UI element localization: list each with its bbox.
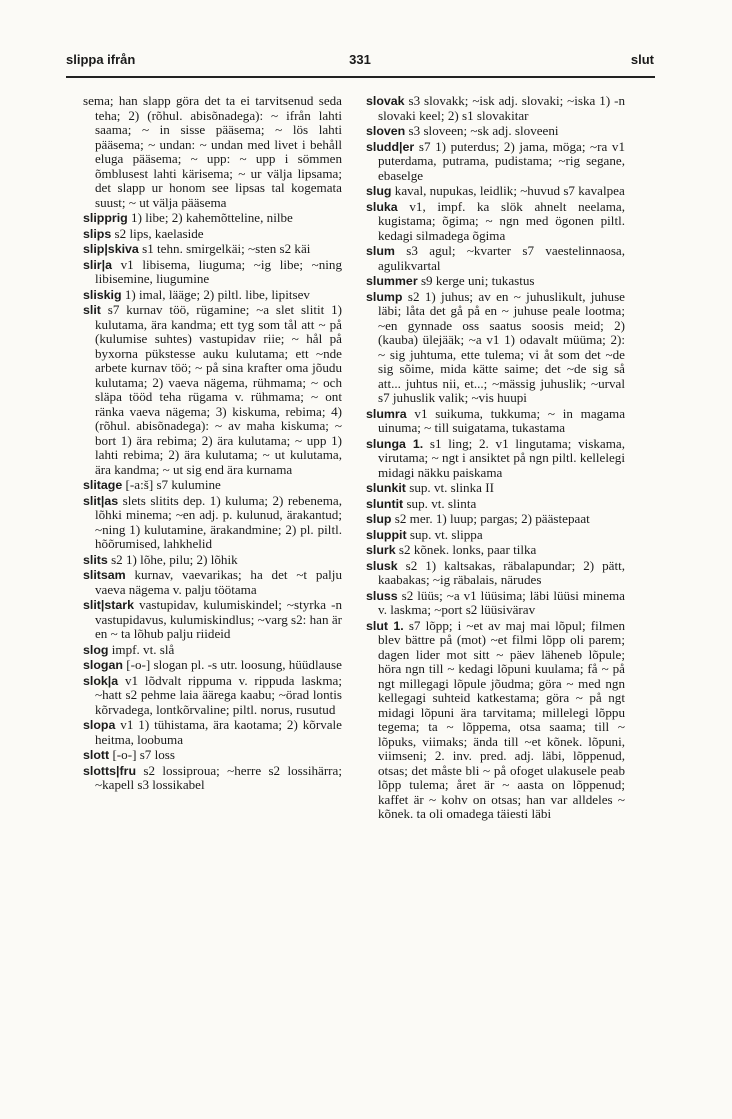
entry-definition: v1 suikuma, tukkuma; ~ in magama uinuma; ~ till suigatama, tukastama bbox=[378, 405, 625, 435]
entry-definition: s2 1) juhus; av en ~ juhuslikult, juhuse läbi; låta det gå på en ~ juhuse peale lootma; ~en gynnade oss saatus soosis meid; 2) (kauba) ülejääk; ~a v1 1) odavalt müüma; 2): ~ sig juhtuma, ette tulema; vi åt som det ~de sig sõime, mida kätte saime; det ~de sig så att... juhtus nii, et...; ~mässig juhuslik; ~urval s7 juhuslik valik; ~vis huupi bbox=[378, 288, 625, 405]
dictionary-entry bbox=[83, 748, 342, 763]
dictionary-entry bbox=[83, 478, 342, 493]
dictionary-entry bbox=[366, 497, 625, 512]
dictionary-entry bbox=[366, 290, 625, 406]
entry-definition: s7 1) puterdus; 2) jama, möga; ~ra v1 puterdama, putrama, pudistama; ~rig segane, ebaselge bbox=[378, 138, 625, 183]
entry-definition: sup. vt. slinka II bbox=[409, 480, 494, 495]
dictionary-entry bbox=[366, 543, 625, 558]
entry-headword: sluss bbox=[366, 588, 398, 603]
dictionary-entry bbox=[83, 258, 342, 287]
entry-definition: s3 slovakk; ~isk adj. slovaki; ~iska 1) -n slovaki keel; 2) s1 slovakitar bbox=[378, 93, 625, 123]
entry-headword: sliskig bbox=[83, 287, 122, 302]
entry-headword: sluppit bbox=[366, 527, 407, 542]
entry-headword: slitage bbox=[83, 478, 123, 492]
entry-headword: slurk bbox=[366, 543, 396, 557]
entry-headword: slunkit bbox=[366, 481, 406, 495]
entry-definition: 1) imal, lääge; 2) piltl. libe, lipitsev bbox=[124, 286, 310, 302]
dictionary-entry bbox=[83, 303, 342, 477]
entry-definition: kurnav, vaevarikas; ha det ~t palju vaeva nägema v. palju töötama bbox=[95, 567, 342, 597]
entry-definition: s7 kurnav töö, rügamine; ~a slet slitit 1) kulutama, ära kandma; ett tyg som tål att ~ på (kulumise suhtes) vastupidav riie; ~ hål på byxorna pükstesse auku kulutama; ett ~nde arbete kurnav töö; ~ på sina krafter oma jõudu kulutama; 2) vaeva nägema, rühmama; ~ och släpa tööd teha rügama v. rühmama; ~ ont ränka vaeva nägema; 3) kiskuma, rebima; 4) (rõhul. abisõnadega): ~ av maha kiskuma; ~ bort 1) ära rebima; 2) ära kulutama; ~ upp 1) lahti rebima; 2) ära kulutama; ~ ut kulutama, ära kandma; ~ ut sig end ära kurnama bbox=[95, 302, 342, 477]
dictionary-entry bbox=[83, 494, 342, 552]
entry-headword: slup bbox=[366, 512, 392, 526]
dictionary-entry bbox=[83, 764, 342, 793]
entry-definition: v1, impf. ka slök ahnelt neelama, kugistama; õgima; ~ ngn med ögonen piltl. kedagi silmadega õgima bbox=[378, 198, 625, 243]
entry-headword: slipprig bbox=[83, 211, 128, 225]
guide-word-right: slut bbox=[630, 52, 654, 67]
entry-headword: slit|stark bbox=[83, 598, 134, 612]
dictionary-entry bbox=[366, 481, 625, 496]
dictionary-entry bbox=[83, 568, 342, 597]
entry-headword: slotts|fru bbox=[83, 763, 137, 778]
entry-definition: [-a:š] s7 kulumine bbox=[125, 477, 221, 492]
dictionary-entry bbox=[366, 407, 625, 436]
entry-headword: slits bbox=[83, 552, 108, 567]
entry-definition: s3 agul; ~kvarter s7 vaestelinnaosa, agulikvartal bbox=[378, 243, 626, 273]
entry-definition: sup. vt. slinta bbox=[406, 495, 477, 511]
entry-headword: slummer bbox=[366, 274, 418, 288]
entry-headword: sluntit bbox=[366, 496, 404, 511]
dictionary-entry bbox=[83, 94, 342, 210]
entry-definition: s7 lõpp; i ~et av maj mai lõpul; filmen blev bättre på (mot) ~et filmi lõpp oli parem; dagen lider mot sitt ~ päev läheneb lõpule; höra ngn till ~ kedagi lõpuni kuulama; få ~ på ngt millegagi lõpule jõudma; göra ~ med ngn kellegagi suhteid katkestama; göra ~ på ngt midagi lõpuni ära tarvitama; millelegi lõppu tegema; ta ~ lõppema, otsa saama; till ~ lõpuks, viimaks; ända till ~et kõnek. lõpuni, viimseni; 2. inv. pred. adj. läbi, lõppenud, otsas; det måste bli ~ på ofoget ulakusele peab lõpp tulema; året är ~ aasta on lõppenud; kaffet är ~ kohv on otsas; han var alldeles ~ kõnek. ta oli omadega täiesti läbi bbox=[378, 617, 625, 821]
entry-definition: s9 kerge uni; tukastus bbox=[420, 273, 535, 288]
entry-headword: slovak bbox=[366, 94, 405, 108]
page-number: 331 bbox=[349, 52, 371, 67]
dictionary-entry bbox=[366, 184, 625, 199]
right-column bbox=[366, 94, 625, 822]
entry-definition: s2 1) kaltsakas, räbalapundar; 2) pätt, kaabakas; ~ig räbalais, närudes bbox=[378, 557, 625, 587]
dictionary-entry bbox=[83, 553, 342, 568]
entry-definition: s1 ling; 2. v1 lingutama; viskama, virutama; ~ ngt i ansiktet på ngn piltl. kellelegi midagi näkku paiskama bbox=[378, 435, 626, 480]
dictionary-entry bbox=[366, 244, 625, 273]
dictionary-entry bbox=[83, 598, 342, 642]
entry-definition: [-o-] s7 loss bbox=[112, 747, 175, 762]
header-rule bbox=[66, 76, 655, 78]
entry-headword: slump bbox=[366, 289, 403, 304]
entry-definition: vastupidav, kulumiskindel; ~styrka -n vastupidavus, kulumiskindlus; ~varg s2: han är en ~ ta lõhub palju riideid bbox=[95, 597, 342, 641]
entry-definition: [-o-] slogan pl. -s utr. loosung, hüüdlause bbox=[126, 657, 342, 672]
guide-word-left: slippa ifrån bbox=[66, 52, 136, 67]
entry-definition: v1 libisema, liuguma; ~ig libe; ~ning libisemine, liugumine bbox=[95, 256, 342, 286]
entry-headword: slips bbox=[83, 226, 112, 241]
entry-headword: slopa bbox=[83, 718, 116, 732]
dictionary-entry bbox=[83, 242, 342, 257]
entry-definition: s3 sloveen; ~sk adj. sloveeni bbox=[408, 123, 559, 138]
entry-headword: slit bbox=[83, 303, 101, 317]
entry-definition: impf. vt. slå bbox=[111, 641, 175, 657]
entry-headword: slir|a bbox=[83, 257, 112, 272]
entry-definition: s1 tehn. smirgelkäi; ~sten s2 käi bbox=[142, 241, 311, 256]
entry-headword: slunga 1. bbox=[366, 436, 424, 451]
dictionary-entry bbox=[83, 658, 342, 673]
dictionary-entry bbox=[83, 288, 342, 303]
entry-headword: slumra bbox=[366, 406, 407, 421]
entry-definition: s2 lossiproua; ~herre s2 lossihärra; ~kapell s3 lossikabel bbox=[95, 762, 342, 792]
dictionary-entry bbox=[83, 211, 342, 226]
dictionary-entry bbox=[366, 140, 625, 184]
dictionary-entry bbox=[366, 512, 625, 527]
entry-definition: s2 lips, kaelaside bbox=[114, 225, 204, 241]
entry-definition: s2 1) lõhe, pilu; 2) lõhik bbox=[111, 551, 238, 567]
entry-definition: s2 kõnek. lonks, paar tilka bbox=[398, 542, 537, 557]
entry-definition: kaval, nupukas, leidlik; ~huvud s7 kavalpea bbox=[394, 183, 625, 198]
entry-headword: slog bbox=[83, 642, 109, 657]
dictionary-entry bbox=[366, 619, 625, 822]
entry-headword: sloven bbox=[366, 124, 406, 138]
entry-headword: slusk bbox=[366, 558, 398, 573]
entry-headword: slip|skiva bbox=[83, 242, 139, 256]
entry-headword: slok|a bbox=[83, 673, 119, 688]
dictionary-entry bbox=[366, 124, 625, 139]
entry-definition: s2 lüüs; ~a v1 lüüsima; läbi lüüsi minema v. laskma; ~port s2 lüüsivärav bbox=[378, 587, 625, 617]
entry-headword: slut 1. bbox=[366, 618, 404, 633]
dictionary-entry bbox=[366, 437, 625, 481]
entry-headword: slott bbox=[83, 748, 110, 762]
dictionary-entry bbox=[83, 674, 342, 718]
entry-definition: v1 lõdvalt rippuma v. rippuda laskma; ~hatt s2 pehme laia äärega kaabu; ~örad lontis kõrvadega, lontkõrvaline; piltl. norus, rusutud bbox=[95, 672, 342, 717]
entry-definition: 1) libe; 2) kahemõtteline, nilbe bbox=[131, 210, 293, 225]
entry-definition: s2 mer. 1) luup; pargas; 2) päästepaat bbox=[394, 511, 590, 526]
dictionary-entry bbox=[366, 528, 625, 543]
page-header bbox=[66, 52, 654, 74]
dictionary-entry bbox=[366, 94, 625, 123]
entry-definition: slets slitits dep. 1) kuluma; 2) rebenema, lõhki minema; ~en adj. p. kulunud, ärakantud; ~ning 1) kulutamine, ärakandmine; 2) pl. piltl. hõõrumised, lahkhelid bbox=[95, 492, 342, 551]
entry-headword: slum bbox=[366, 244, 395, 258]
dictionary-entry bbox=[366, 589, 625, 618]
entry-headword: slit|as bbox=[83, 493, 119, 508]
dictionary-entry bbox=[366, 559, 625, 588]
entry-definition: sema; han slapp göra det ta ei tarvitsenud seda teha; 2) (rõhul. abisõnadega): ~ ifrån lahti saama; ~ in sisse pääsema; ~ lös lahti pääsema; ~ undan: ~ undan med livet i behåll eluga pääsema; ~ upp: ~ upp i sömmen õmblusest lahti kärisema; ~ ur välja lipsama; det slapp ur honom see lipsas tal kogemata suust; ~ ut välja pääsema bbox=[83, 93, 342, 210]
entry-headword: slogan bbox=[83, 658, 123, 672]
entry-headword: sludd|er bbox=[366, 139, 415, 154]
dictionary-entry bbox=[83, 718, 342, 747]
entry-headword: slitsam bbox=[83, 568, 126, 582]
entry-headword: slug bbox=[366, 184, 392, 198]
dictionary-entry bbox=[83, 643, 342, 658]
entry-definition: sup. vt. slippa bbox=[409, 526, 483, 542]
entry-headword: sluka bbox=[366, 199, 398, 214]
dictionary-entry bbox=[366, 274, 625, 289]
dictionary-entry bbox=[83, 227, 342, 242]
left-column bbox=[83, 94, 342, 793]
entry-definition: v1 1) tühistama, ära kaotama; 2) kõrvale heitma, loobuma bbox=[95, 717, 342, 747]
dictionary-entry bbox=[366, 200, 625, 244]
